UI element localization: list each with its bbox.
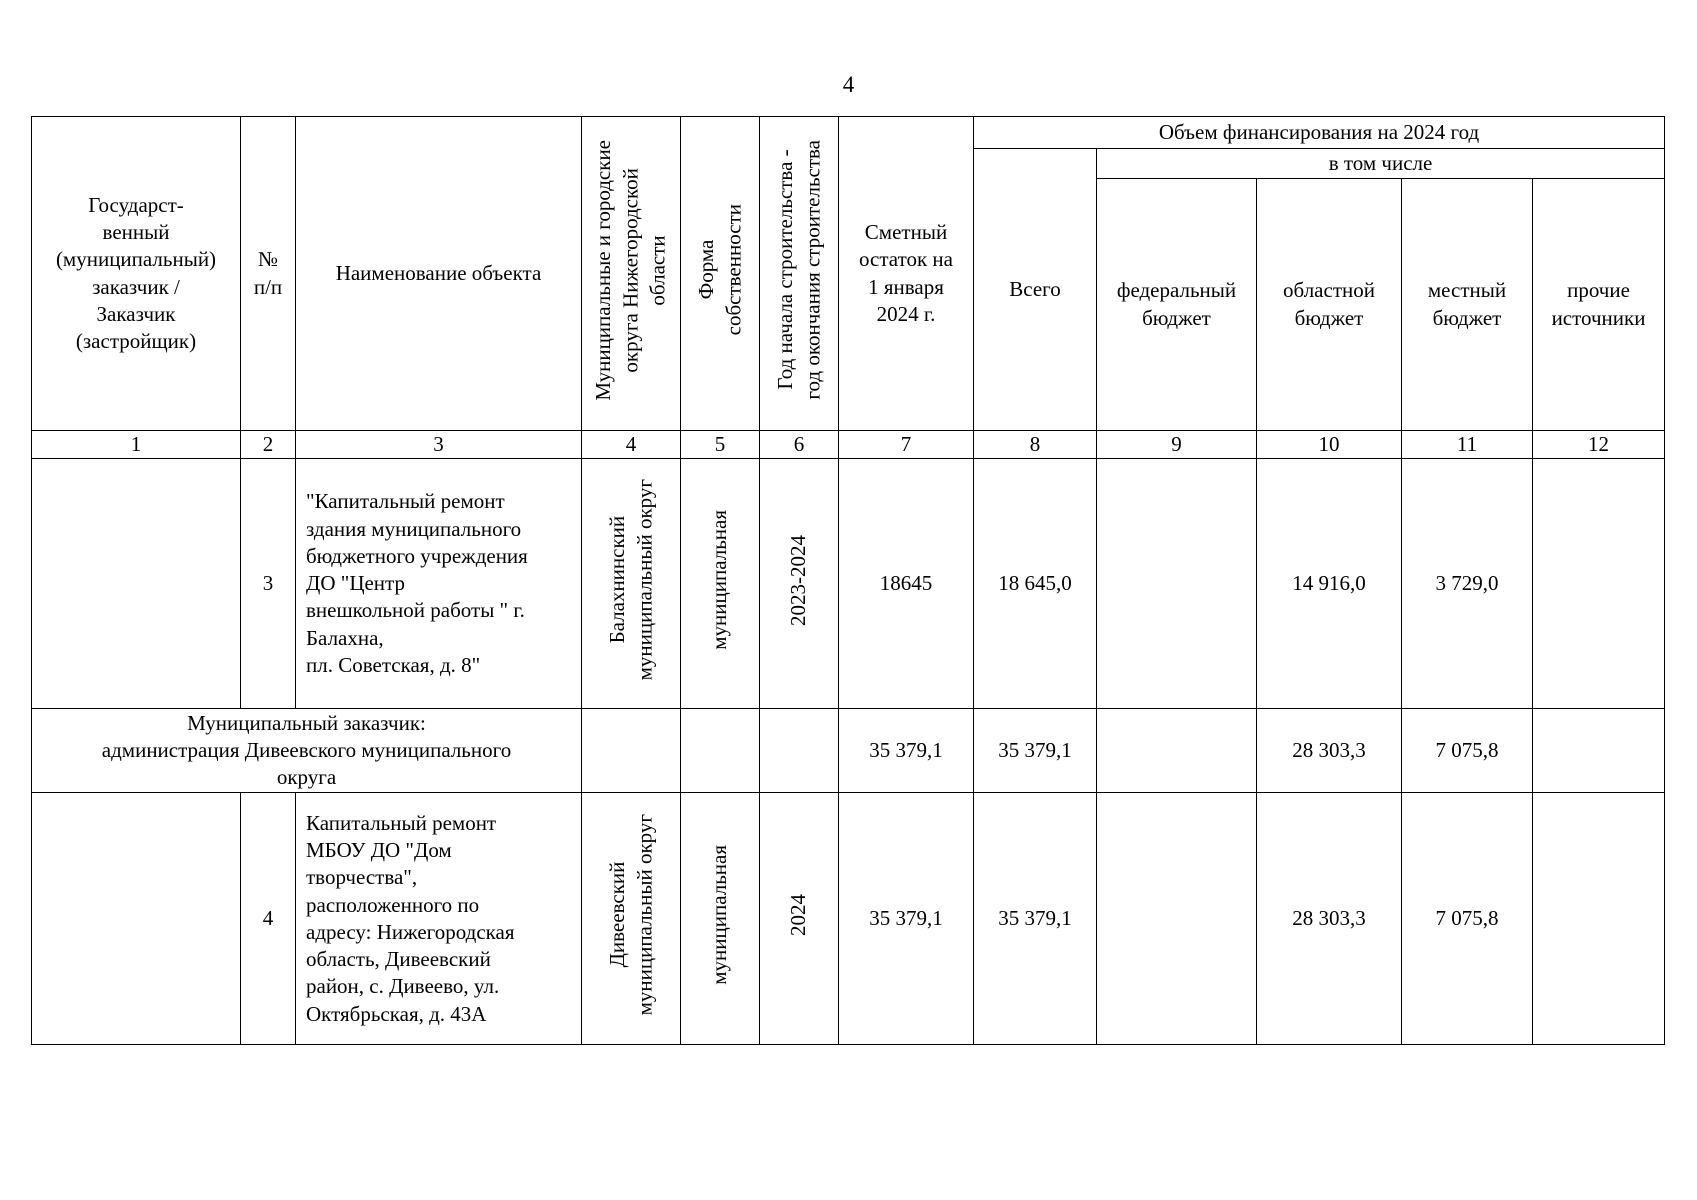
- table-row: [32, 793, 1665, 1045]
- table-row: [32, 459, 1665, 709]
- column-number: 6: [760, 431, 839, 459]
- header-other: прочие источники: [1533, 179, 1665, 431]
- regional: 28 303,3: [1257, 709, 1402, 793]
- column-number: 3: [296, 431, 582, 459]
- financing-table: [31, 116, 1665, 1045]
- object-name: "Капитальный ремонт здания муниципального бюджетного учреждения ДО "Центр внешкольной работы " г. Балахна, пл. Советская, д. 8": [296, 459, 582, 709]
- local: 3 729,0: [1402, 459, 1533, 709]
- district: [582, 709, 681, 793]
- page-number: 4: [842, 72, 855, 97]
- regional: 14 916,0: [1257, 459, 1402, 709]
- ownership: муниципальная: [681, 459, 760, 709]
- header-including: в том числе: [1097, 149, 1665, 179]
- federal: [1097, 459, 1257, 709]
- header-districts: Муниципальные и городские округа Нижегородской области: [582, 117, 681, 431]
- header-row-1: [32, 117, 1665, 149]
- regional: 28 303,3: [1257, 793, 1402, 1045]
- estimate-balance: 35 379,1: [839, 709, 974, 793]
- customer-label: Муниципальный заказчик: администрация Дивеевского муниципального округа: [32, 709, 582, 793]
- ownership: [681, 709, 760, 793]
- row-number: 4: [241, 793, 296, 1045]
- header-funding-volume: Объем финансирования на 2024 год: [974, 117, 1665, 149]
- customer-cell: [32, 793, 241, 1045]
- header-years: Год начала строительства - год окончания строительства: [760, 117, 839, 431]
- total: 35 379,1: [974, 709, 1097, 793]
- federal: [1097, 793, 1257, 1045]
- header-regional: областной бюджет: [1257, 179, 1402, 431]
- other: [1533, 709, 1665, 793]
- column-number: 2: [241, 431, 296, 459]
- column-number: 12: [1533, 431, 1665, 459]
- header-federal: федеральный бюджет: [1097, 179, 1257, 431]
- customer-cell: [32, 459, 241, 709]
- object-name: Капитальный ремонт МБОУ ДО "Дом творчества", расположенного по адресу: Нижегородская область, Дивеевский район, с. Дивеево, ул. Октябрьская, д. 43А: [296, 793, 582, 1045]
- federal: [1097, 709, 1257, 793]
- estimate-balance: 18645: [839, 459, 974, 709]
- column-number: 9: [1097, 431, 1257, 459]
- column-number: 8: [974, 431, 1097, 459]
- column-numbers-row: [32, 431, 1665, 459]
- header-local: местный бюджет: [1402, 179, 1533, 431]
- column-number: 11: [1402, 431, 1533, 459]
- header-ownership: Форма собственности: [681, 117, 760, 431]
- header-number: № п/п: [241, 117, 296, 431]
- years: [760, 709, 839, 793]
- other: [1533, 459, 1665, 709]
- header-estimate-balance: Сметный остаток на 1 января 2024 г.: [839, 117, 974, 431]
- years: 2024: [760, 793, 839, 1045]
- ownership: муниципальная: [681, 793, 760, 1045]
- years: 2023-2024: [760, 459, 839, 709]
- column-number: 10: [1257, 431, 1402, 459]
- other: [1533, 793, 1665, 1045]
- row-number: 3: [241, 459, 296, 709]
- total: 18 645,0: [974, 459, 1097, 709]
- local: 7 075,8: [1402, 709, 1533, 793]
- estimate-balance: 35 379,1: [839, 793, 974, 1045]
- column-number: 1: [32, 431, 241, 459]
- header-object-name: Наименование объекта: [296, 117, 582, 431]
- header-customer: Государст- венный (муниципальный) заказчик / Заказчик (застройщик): [32, 117, 241, 431]
- column-number: 7: [839, 431, 974, 459]
- customer-subtotal-row: [32, 709, 1665, 793]
- district: Дивеевский муниципальный округ: [582, 793, 681, 1045]
- column-number: 5: [681, 431, 760, 459]
- local: 7 075,8: [1402, 793, 1533, 1045]
- district: Балахнинский муниципальный округ: [582, 459, 681, 709]
- column-number: 4: [582, 431, 681, 459]
- total: 35 379,1: [974, 793, 1097, 1045]
- header-total: Всего: [974, 149, 1097, 431]
